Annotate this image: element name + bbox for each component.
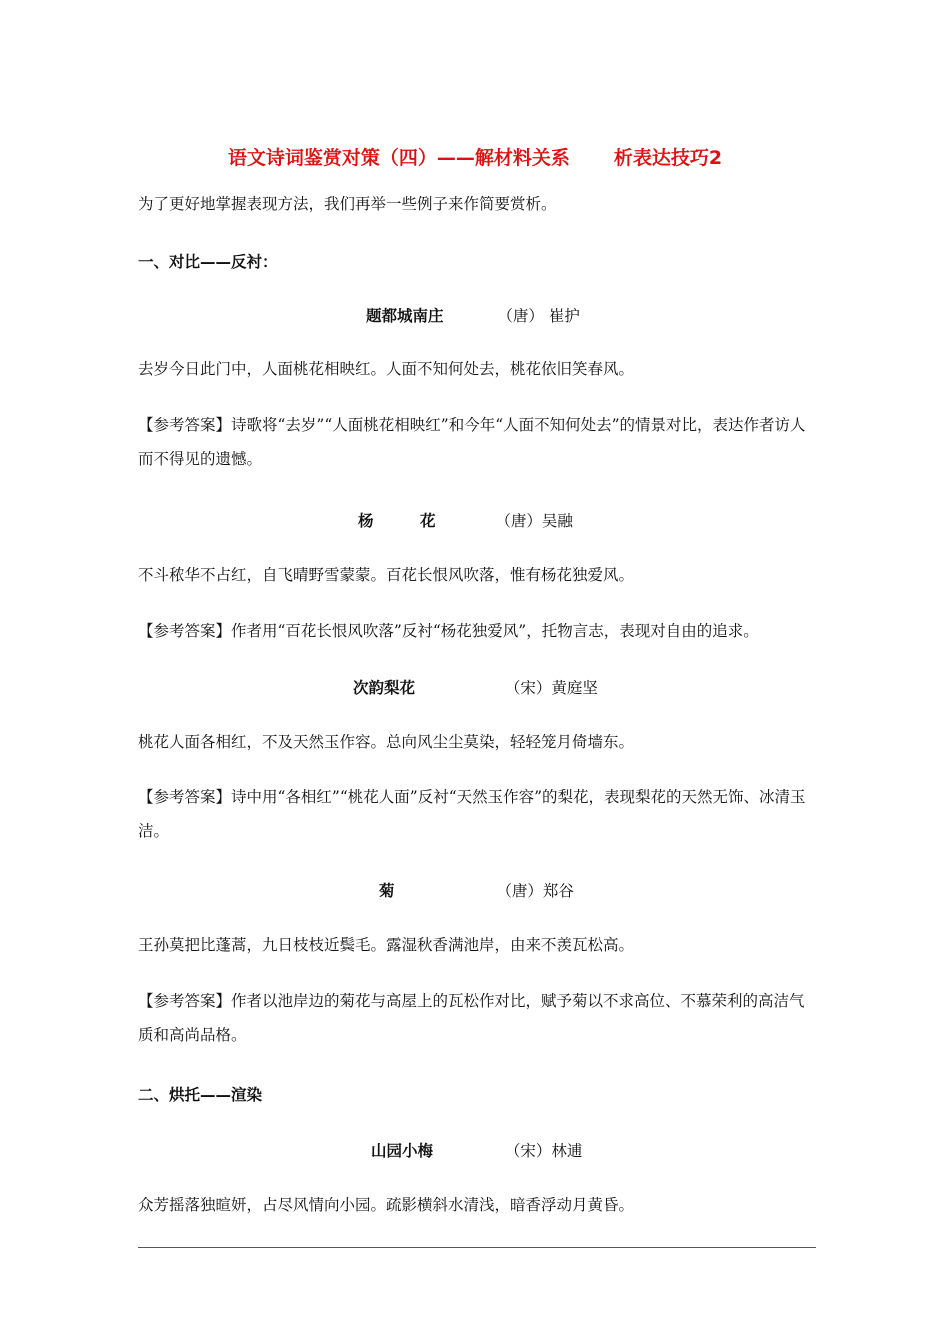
poem-text: 不斗秾华不占红，自飞晴野雪蒙蒙。百花长恨风吹落，惟有杨花独爱风。 (138, 566, 635, 584)
poem-title: 题都城南庄 (366, 307, 444, 325)
document-title (0, 143, 950, 170)
poem-text: 去岁今日此门中，人面桃花相映红。人面不知何处去，桃花依旧笑春风。 (138, 360, 635, 378)
section-heading-contrast: 一、对比——反衬： (138, 253, 278, 271)
poem-author: （唐）吴融 (495, 512, 573, 530)
footer-divider (138, 1247, 816, 1248)
reference-answer: 【参考答案】诗歌将“去岁”“人面桃花相映红”和今年“人面不知何处去”的情景对比，表达作者访人而不得见的遗憾。 (138, 416, 806, 468)
poem-text: 众芳摇落独暄妍，占尽风情向小园。疏影横斜水清浅，暗香浮动月黄昏。 (138, 1196, 635, 1214)
poem-title: 杨 花 (358, 512, 436, 530)
intro-paragraph: 为了更好地掌握表现方法，我们再举一些例子来作简要赏析。 (138, 195, 557, 213)
poem-header (358, 509, 573, 531)
poem-author: （唐） 崔护 (497, 307, 580, 325)
poem-title: 菊 (379, 882, 395, 900)
poem-header (371, 1139, 582, 1161)
poem-author: （宋）黄庭坚 (504, 679, 598, 697)
poem-header (353, 676, 598, 698)
poem-title: 次韵梨花 (353, 679, 416, 697)
poem-header (379, 879, 574, 901)
poem-author: （唐）郑谷 (496, 882, 574, 900)
reference-answer: 【参考答案】作者用“百花长恨风吹落”反衬“杨花独爱风”，托物言志，表现对自由的追求。 (138, 622, 759, 640)
poem-header (366, 304, 580, 326)
poem-text: 桃花人面各相红，不及天然玉作容。总向风尘尘莫染，轻轻笼月倚墙东。 (138, 733, 635, 751)
title-sub: 析表达技巧2 (613, 147, 723, 169)
poem-title: 山园小梅 (371, 1142, 434, 1160)
poem-author: （宋）林逋 (504, 1142, 583, 1160)
poem-text: 王孙莫把比蓬蒿，九日枝枝近鬓毛。露湿秋香满池岸，由来不羡瓦松高。 (138, 936, 635, 954)
reference-answer: 【参考答案】诗中用“各相红”“桃花人面”反衬“天然玉作容”的梨花，表现梨花的天然无饰、冰清玉洁。 (138, 788, 806, 840)
section-heading-foil: 二、烘托——渲染 (138, 1086, 263, 1104)
title-main: 语文诗词鉴赏对策（四）——解材料关系 (227, 147, 570, 169)
reference-answer: 【参考答案】作者以池岸边的菊花与高屋上的瓦松作对比，赋予菊以不求高位、不慕荣利的高洁气质和高尚品格。 (138, 992, 805, 1044)
